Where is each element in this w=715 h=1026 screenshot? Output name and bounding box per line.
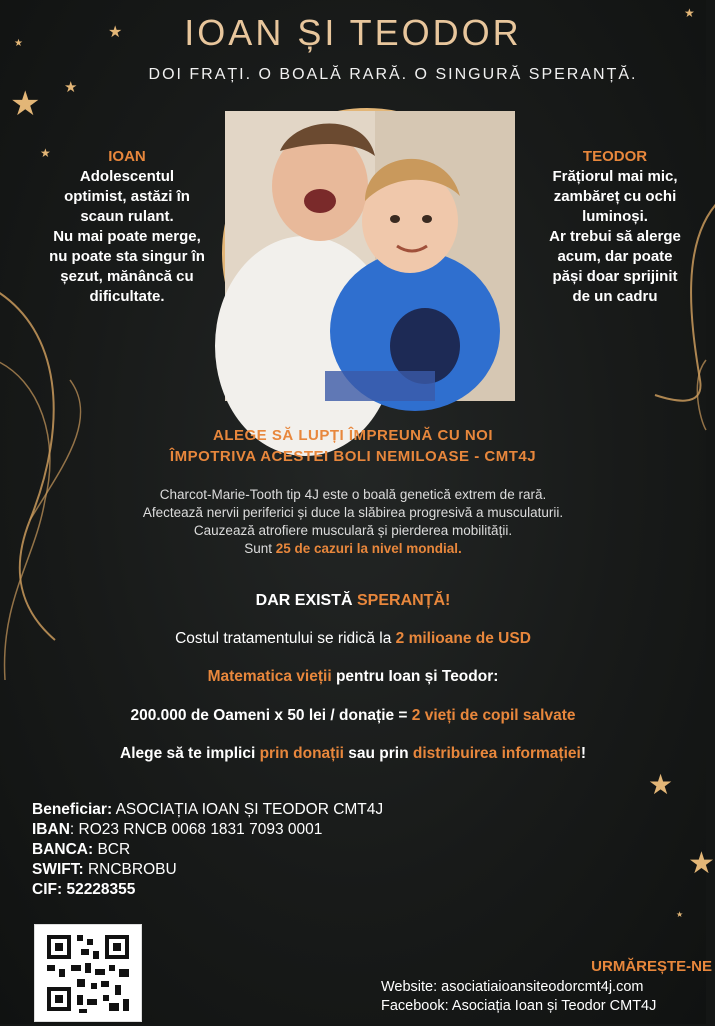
- donations-highlight: prin donații: [259, 745, 344, 762]
- facebook-link[interactable]: Facebook: Asociația Ioan și Teodor CMT4J: [381, 998, 657, 1014]
- ioan-text: [34, 167, 220, 307]
- teodor-line: acum, dar poate: [557, 248, 673, 265]
- ioan-line: Adolescentul: [79, 168, 175, 185]
- cost-amount: 2 milioane de USD: [395, 630, 531, 647]
- cost-line: Costul tratamentului se ridică la 2 milioane de USD: [175, 630, 531, 647]
- headline-line: ALEGE SĂ LUPȚI ÎMPREUNĂ CU NOI: [212, 427, 493, 444]
- qr-code-icon[interactable]: [34, 924, 142, 1022]
- teodor-description: [520, 148, 710, 307]
- iban-row: IBAN: RO23 RNCB 0068 1831 7093 0001: [32, 821, 323, 838]
- ioan-line: Nu mai poate merge,: [53, 228, 201, 245]
- teodor-line: luminoși.: [582, 208, 648, 225]
- teodor-line: Frățiorul mai mic,: [552, 168, 678, 185]
- star-icon: ★: [684, 6, 695, 20]
- equation-result: 2 vieți de copil salvate: [411, 707, 576, 724]
- headline-line: ÎMPOTRIVA ACESTEI BOLI NEMILOASE - CMT4J: [169, 448, 537, 465]
- math-highlight: Matematica vieții: [207, 668, 332, 685]
- math-line: Matematica vieții pentru Ioan și Teodor:: [207, 668, 499, 685]
- teodor-line: Ar trebui să alerge: [549, 228, 681, 245]
- star-icon: ★: [688, 847, 715, 880]
- teodor-line: păși doar sprijinit: [552, 268, 678, 285]
- share-highlight: distribuirea informației: [412, 745, 581, 762]
- ioan-line: scaun rulant.: [80, 208, 174, 225]
- ioan-line: dificultate.: [89, 288, 165, 305]
- star-icon: ★: [64, 79, 78, 96]
- follow-us-heading: URMĂREȘTE-NE: [591, 958, 712, 975]
- children-photo: [222, 108, 512, 398]
- star-icon: ★: [108, 24, 123, 41]
- bank-row: BANCA: BCR: [32, 841, 131, 858]
- star-icon: ★: [676, 910, 684, 919]
- ioan-name: IOAN: [108, 148, 146, 165]
- star-icon: ★: [40, 146, 51, 160]
- hope-line: DAR EXISTĂ SPERANȚĂ!: [255, 592, 451, 609]
- teodor-text: [520, 167, 710, 307]
- campaign-headline: [0, 425, 706, 467]
- description-line: Afectează nervii periferici și duce la slăbirea progresivă a musculaturii.: [142, 505, 564, 520]
- beneficiary-row: Beneficiar: ASOCIAȚIA IOAN ȘI TEODOR CMT4J: [32, 801, 384, 818]
- call-to-action: Alege să te implici prin donații sau prin distribuirea informației!: [120, 745, 586, 762]
- contact-links: [381, 978, 656, 1016]
- ioan-line: șezut, mănâncă cu: [60, 268, 194, 285]
- description-line: Sunt 25 de cazuri la nivel mondial.: [244, 541, 462, 556]
- star-icon: ★: [648, 769, 674, 800]
- swift-row: SWIFT: RNCBROBU: [32, 861, 177, 878]
- star-icon: ★: [14, 38, 23, 49]
- ioan-description: [34, 148, 220, 307]
- star-icon: ★: [10, 85, 41, 123]
- ioan-line: nu poate sta singur în: [49, 248, 205, 265]
- page-title: IOAN ȘI TEODOR: [184, 12, 522, 53]
- subtitle: DOI FRAȚI. O BOALĂ RARĂ. O SINGURĂ SPERANȚĂ.: [148, 66, 638, 83]
- website-link[interactable]: Website: asociatiaioansiteodorcmt4j.com: [381, 979, 644, 995]
- cif-row: CIF: 52228355: [32, 881, 136, 898]
- teodor-name: TEODOR: [582, 148, 648, 165]
- bank-details: [32, 800, 383, 900]
- description-line: Cauzează atrofiere musculară și pierderea mobilității.: [193, 523, 513, 538]
- description-line: Charcot-Marie-Tooth tip 4J este o boală genetică extrem de rară.: [159, 487, 547, 502]
- teodor-line: de un cadru: [572, 288, 658, 305]
- disease-description: [0, 486, 706, 558]
- ioan-line: optimist, astăzi în: [64, 188, 190, 205]
- cases-count: 25 de cazuri la nivel mondial.: [275, 541, 462, 556]
- teodor-line: zambăreț cu ochi: [553, 188, 677, 205]
- hope-word: SPERANȚĂ!: [357, 592, 451, 609]
- equation-line: 200.000 de Oameni x 50 lei / donație = 2 vieți de copil salvate: [130, 707, 576, 724]
